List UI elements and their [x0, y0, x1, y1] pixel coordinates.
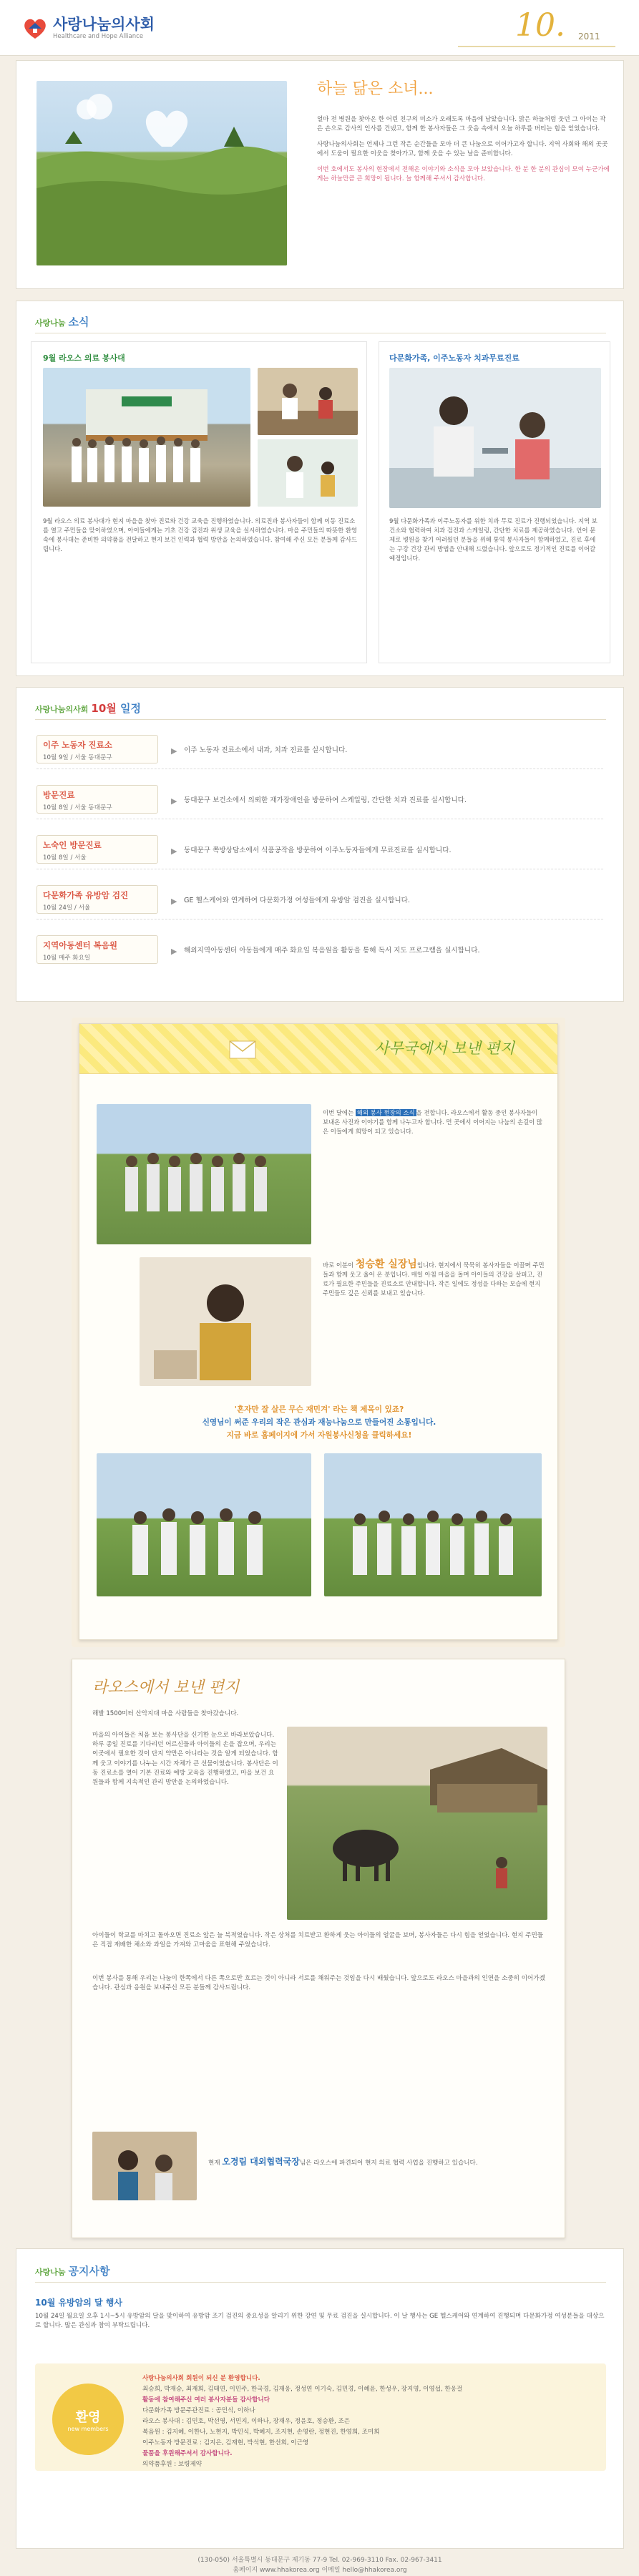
schedule-event-desc: 해외지역아동센터 아동들에게 매주 화요일 복음원을 활동을 통해 독서 지도 프로그램을 실시합니다.: [184, 947, 480, 955]
letter-paragraph-2: [323, 1260, 545, 1298]
letter-quote: [108, 1403, 530, 1442]
schedule-event-box[interactable]: [36, 785, 158, 814]
intro-paragraph-1: 얼마 전 병원을 찾아온 한 어린 친구의 미소가 오래도록 마음에 남았습니다. 맑은 하늘처럼 웃던 그 아이는 작은 손으로 감사의 인사를 건넸고, 함께 한 봉사자들은 그 웃음 속에서 오늘 하루를 버티는 힘을 얻었습니다.: [317, 116, 606, 133]
schedule-title-divider: [35, 719, 606, 720]
news-title-main: 소식: [68, 316, 89, 328]
org-subtitle: Healthcare and Hope Alliance: [53, 33, 144, 40]
news-card-dental: [379, 341, 610, 663]
donation-line: 의약품후원 : 보령제약: [142, 2461, 203, 2468]
laos-paragraph-3: 아이들이 학교를 마치고 돌아오면 진료소 앞은 늘 북적였습니다. 작은 상처를 치료받고 환하게 웃는 아이들의 얼굴을 보며, 봉사자들은 다시 힘을 얻었습니다. 현지 주민들은 직접 재배한 채소와 과일을 가져와 고마움을 표현해 주었습니다.: [92, 1932, 544, 1949]
volunteers-line: 라오스 봉사대 : 김민호, 박선영, 서민지, 이하나, 장재우, 정윤호, 정승환, 조은: [142, 2418, 351, 2425]
laos-sig-name: 오경림 대외협력국장: [222, 2157, 300, 2167]
notice-title-divider: [35, 2282, 606, 2283]
volunteers-heading: 활동에 참여해주신 여러 봉사자분들 감사합니다: [142, 2396, 270, 2404]
schedule-event-when: 10월 8일 / 서울 동대문구: [43, 804, 112, 811]
issue-year: 2011: [578, 31, 600, 42]
welcome-seal: [52, 2384, 124, 2455]
letter-quote-line-3[interactable]: 지금 바로 홈페이지에 가서 자원봉사신청을 클릭하세요!: [226, 1431, 412, 1440]
letter-para1-highlight: 해외 봉사 현장의 소식: [356, 1109, 415, 1116]
news-card-body: 9월 라오스 의료 봉사대가 현지 마을을 찾아 진료와 건강 교육을 진행하였습니다. 의료진과 봉사자들이 함께 이동 진료소를 열고 주민들을 맞이하였으며, 아이들에게는 기초 건강 검진과 위생 교육을 실시하였습니다. 마을 주민들의 따뜻한 환영 속에 봉사대는 준비한 의약품을 전달하고 현지 보건 인력과 협력 방안을 논의하였습니다. 참여해 주신 모든 분들께 감사드립니다.: [43, 517, 358, 552]
laos-photo-village: [287, 1727, 547, 1920]
schedule-row: [36, 930, 603, 970]
schedule-section: [16, 687, 624, 1002]
letter-quote-line-1: '혼자만 잘 살믄 무슨 재민겨' 라는 책 제목이 있죠?: [234, 1405, 404, 1414]
group-right-illustration: [324, 1453, 542, 1596]
volunteers-line: 복음원 : 김지혜, 이한나, 노현지, 박민식, 박혜지, 조지현, 손영란, 정현진, 한영희, 조미희: [142, 2429, 380, 2436]
laos-paragraph-1: 해발 1500미터 산악지대 마을 사람들을 찾아갔습니다.: [92, 1710, 239, 1717]
news-photo-clinic: [258, 368, 358, 435]
arrow-right-icon: ▶: [171, 947, 177, 956]
thanks-box: [35, 2363, 606, 2471]
meadow-illustration: [36, 81, 287, 265]
intro-paragraph-3: 이번 호에서도 봉사의 현장에서 전해온 이야기와 소식을 모아 보았습니다. 한 분 한 분의 관심이 모여 누군가에게는 하늘만큼 큰 희망이 됩니다. 늘 함께해 주셔서 감사합니다.: [317, 165, 610, 183]
volunteers-line: 다문화가족 방문주관진료 : 공민식, 이하나: [142, 2407, 255, 2414]
welcome-seal-sub: new members: [67, 2425, 109, 2432]
arrow-right-icon: ▶: [171, 746, 177, 756]
footer-links[interactable]: 홈페이지 www.hhakorea.org 이메일 hello@hhakorea.org: [233, 2567, 407, 2574]
issue-month: 10.: [515, 7, 565, 44]
laos-sig-prefix: 현재: [208, 2160, 220, 2167]
schedule-title-small: 사랑나눔의사회: [35, 705, 89, 714]
schedule-event-desc: 동대문구 보건소에서 의뢰한 재가장애인을 방문하여 스케일링, 간단한 치과 진료를 실시합니다.: [184, 796, 467, 804]
schedule-row: [36, 779, 603, 819]
letter-manager-name: 청승환 실장님: [355, 1259, 417, 1270]
news-section: [16, 301, 624, 676]
schedule-event-desc: GE 헬스케어와 연계하여 다문화가정 여성들에게 유방암 검진을 실시합니다.: [184, 897, 410, 904]
envelope-icon: [228, 1037, 257, 1063]
footer-address: (130-050) 서울특별시 동대문구 제기동 77-9 Tel. 02-969-3110 Fax. 02-967-3411: [197, 2557, 442, 2564]
notice-event-title[interactable]: 10월 유방암의 달 행사: [35, 2298, 122, 2308]
notice-event-body: 10월 24일 월요일 오후 1시~5시 유방암의 달을 맞이하여 유방암 조기 검진의 중요성을 알리기 위한 강연 및 무료 검진을 실시합니다. 이 날 행사는 GE 헬스케어와 연계하여 진행되며 다문화가정 여성분들을 대상으로 합니다. 많은 관심과 참여 부탁드립니다.: [35, 2313, 605, 2329]
intro-heading: 하늘 닮은 소녀...: [317, 80, 434, 98]
schedule-row: [36, 729, 603, 769]
letter-para1-rest: 을 전합니다. 라오스에서 활동 중인 봉사자들이 보내온 사진과 이야기를 함께 나누고자 합니다. 먼 곳에서 이어지는 나눔의 손길이 많은 이들에게 희망이 되고 있습니다.: [323, 1109, 543, 1135]
schedule-event-when: 10월 24일 / 서울: [43, 904, 91, 912]
intro-body: [317, 115, 610, 190]
schedule-section-title: [35, 701, 141, 716]
arrow-right-icon: ▶: [171, 796, 177, 806]
office-letter: [79, 1023, 558, 1640]
letter-banner: [79, 1024, 557, 1074]
schedule-event-box[interactable]: [36, 885, 158, 914]
notice-section: [16, 2248, 624, 2549]
schedule-event-box[interactable]: [36, 935, 158, 964]
news-card-body: 9월 다문화가족과 이주노동자를 위한 치과 무료 진료가 진행되었습니다. 지역 보건소와 협력하여 치과 검진과 스케일링, 간단한 치료를 제공하였습니다. 언어 문제로 병원을 찾기 어려웠던 분들을 위해 통역 봉사자들이 함께하였고, 진료 후에는 구강 건강 관리 방법을 안내해 드렸습니다. 앞으로도 정기적인 진료를 이어갈 예정입니다.: [389, 517, 597, 562]
donation-heading: 물품을 후원해주셔서 감사합니다.: [142, 2450, 233, 2457]
new-members-list: 최승희, 박재승, 최재희, 김태연, 이민주, 한국경, 김재웅, 정성연 이기숙, 김민경, 이혜윤, 한성우, 장지영, 이영섭, 한웅걸: [142, 2386, 463, 2393]
laos-signature: [208, 2157, 545, 2168]
laos-letter-title: 라오스에서 보낸 편지: [92, 1679, 240, 1697]
intro-section: [16, 60, 624, 289]
intro-photo: [36, 81, 287, 265]
news-photo-exam: [258, 439, 358, 507]
schedule-row: [36, 879, 603, 919]
org-name[interactable]: 사랑나눔의사회: [53, 16, 155, 33]
schedule-title-word: 일정: [120, 702, 141, 715]
clinic-photo-illustration: [258, 368, 358, 435]
news-photo-dental: [389, 368, 601, 508]
laos-paragraph-2: 마을의 아이들은 처음 보는 봉사단을 신기한 눈으로 바라보았습니다. 하루 종일 진료를 기다리던 어르신들과 아이들의 손을 잡으며, 우리는 이곳에서 필요한 것이 단지 약만은 아니라는 것을 알게 되었습니다. 함께 웃고 이야기를 나누는 시간 자체가 큰 선물이었습니다. 봉사단은 이동 진료소를 열어 기본 진료와 예방 교육을 진행하였고, 마을 보건 요원들과 함께 지속적인 관리 방안을 논의하였습니다.: [92, 1732, 278, 1787]
schedule-event-name: 방문진료: [43, 790, 75, 800]
news-card-title[interactable]: 9월 라오스 의료 봉사대: [43, 353, 125, 363]
org-logo-icon[interactable]: [21, 16, 49, 40]
schedule-event-box[interactable]: [36, 735, 158, 763]
letter-photo-group-left: [97, 1453, 311, 1596]
new-members-heading: 사랑나눔의사회 회원이 되신 분 환영합니다.: [142, 2375, 260, 2382]
news-title-small: 사랑나눔: [35, 318, 66, 328]
thanks-text: [142, 2373, 593, 2470]
news-photo-group: [43, 368, 250, 507]
letter-para1-intro: 이번 달에는: [323, 1109, 354, 1116]
laos-photo-director: [92, 2132, 197, 2200]
intro-paragraph-2: 사랑나눔의사회는 언제나 그런 작은 순간들을 모아 더 큰 나눔으로 이어가고자 합니다. 지역 사회와 해외 곳곳에서 도움이 필요한 이웃을 찾아가고, 함께 웃을 수 있는 날을 준비합니다.: [317, 140, 608, 158]
schedule-event-name: 이주 노동자 진료소: [43, 740, 112, 750]
laos-letter: [72, 1659, 565, 2238]
newsletter-header: [0, 0, 639, 56]
letter-title: 사무국에서 보낸 편지: [374, 1040, 514, 1057]
news-card-title[interactable]: 다문화가족, 이주노동자 치과무료진료: [389, 353, 520, 363]
notice-title-main: 공지사항: [68, 2265, 110, 2278]
letter-photo-team: [97, 1104, 311, 1244]
welcome-seal-label: 환영: [75, 2409, 101, 2425]
schedule-event-box[interactable]: [36, 835, 158, 864]
schedule-event-when: 10월 매주 화요일: [43, 955, 91, 962]
notice-title-small: 사랑나눔: [35, 2268, 66, 2277]
schedule-event-name: 노숙인 방문진료: [43, 840, 102, 850]
letter-para2-rest: 입니다. 현지에서 묵묵히 봉사자들을 이끌며 주민들과 함께 웃고 울어 온 분입니다. 매일 아침 마을을 돌며 아이들의 건강을 살피고, 진료가 필요한 주민들을 진료소로 안내합니다. 작은 일에도 정성을 다하는 모습에 현지 주민들도 깊은 신뢰를 보내고 있습니다.: [323, 1262, 545, 1297]
laos-sig-rest: 님은 라오스에 파견되어 현지 의료 협력 사업을 진행하고 있습니다.: [299, 2160, 478, 2167]
group-photo-illustration: [43, 368, 250, 507]
letter-para2-intro: 바로 이분이: [323, 1262, 354, 1269]
header-divider: [458, 46, 615, 47]
letter-photo-group-right: [324, 1453, 542, 1596]
volunteers-line: 이주노동자 방문진료 : 김지은, 김재현, 박석현, 한선희, 이근영: [142, 2439, 309, 2446]
village-photo-illustration: [287, 1727, 547, 1920]
schedule-event-desc: 이주 노동자 진료소에서 내과, 치과 진료를 실시합니다.: [184, 746, 348, 754]
letter-quote-line-2: 신영님이 써준 우리의 작은 관심과 재능나눔으로 만들어진 소통입니다.: [202, 1418, 436, 1427]
manager-photo-illustration: [140, 1257, 311, 1386]
schedule-event-desc: 동대문구 쪽방상담소에서 식품공작을 방문하여 이주노동자들에게 무료진료를 실시합니다.: [184, 847, 452, 854]
notice-section-title: [35, 2263, 109, 2278]
schedule-event-when: 10월 9일 / 서울 동대문구: [43, 754, 112, 761]
letter-paragraph-1: [323, 1108, 545, 1136]
schedule-event-name: 지역아동센터 복음원: [43, 940, 117, 950]
schedule-title-month: 10월: [91, 702, 117, 715]
group-left-illustration: [97, 1453, 311, 1596]
laos-paragraph-4: 이번 봉사를 통해 우리는 나눔이 한쪽에서 다른 쪽으로만 흐르는 것이 아니라 서로를 채워주는 것임을 다시 배웠습니다. 앞으로도 라오스 마을과의 인연을 소중히 이어가겠습니다. 관심과 응원을 보내주신 모든 분들께 감사드립니다.: [92, 1975, 545, 1992]
schedule-event-name: 다문화가족 유방암 검진: [43, 890, 129, 900]
schedule-row: [36, 829, 603, 869]
team-photo-illustration: [97, 1104, 311, 1244]
schedule-event-when: 10월 8일 / 서울: [43, 854, 87, 862]
letter-photo-manager: [140, 1257, 311, 1386]
news-card-laos: [31, 341, 367, 663]
exam-photo-illustration: [258, 439, 358, 507]
dental-photo-illustration: [389, 368, 601, 508]
news-section-title: [35, 314, 89, 329]
arrow-right-icon: ▶: [171, 897, 177, 906]
director-photo-illustration: [92, 2132, 197, 2200]
arrow-right-icon: ▶: [171, 847, 177, 856]
footer: [16, 2555, 624, 2576]
